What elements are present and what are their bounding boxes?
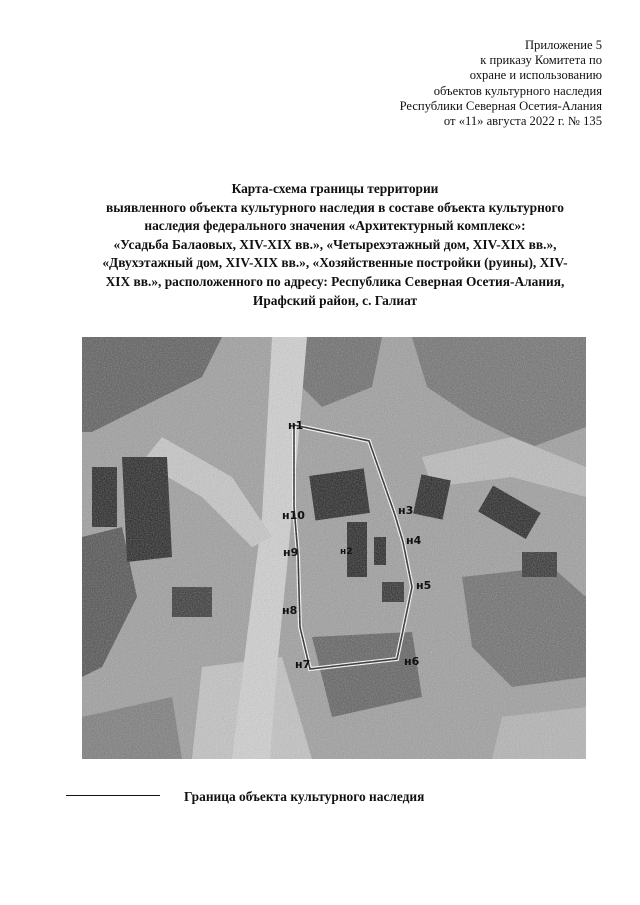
point-label-n3: н3 xyxy=(398,504,414,517)
document-title xyxy=(60,180,610,310)
appendix-line: от «11» августа 2022 г. № 135 xyxy=(443,114,602,129)
appendix-line: к приказу Комитета по xyxy=(480,53,602,68)
map-grain xyxy=(82,337,586,759)
satellite-map xyxy=(82,337,586,759)
appendix-line: охране и использованию xyxy=(469,68,602,83)
point-label-n1: н1 xyxy=(288,419,304,432)
title-line: выявленного объекта культурного наследия в составе объекта культурного xyxy=(106,199,564,215)
title-line: наследия федерального значения «Архитектурный комплекс»: xyxy=(144,218,526,234)
point-label-n10: н10 xyxy=(282,509,305,522)
title-line: «Двухэтажный дом, XIV-XIX вв.», «Хозяйственные постройки (руины), XIV- xyxy=(102,255,568,271)
title-line: XIX вв.», расположенного по адресу: Республика Северная Осетия-Алания, xyxy=(105,273,565,289)
appendix-line: Республики Северная Осетия-Алания xyxy=(399,98,602,113)
title-line: «Усадьба Балаовых, XIV-XIX вв.», «Четырехэтажный дом, XIV-XIX вв.», xyxy=(113,236,557,252)
point-label-n7: н7 xyxy=(295,658,311,671)
legend-boundary-line xyxy=(66,795,160,796)
title-line: Карта-схема границы территории xyxy=(231,181,439,196)
point-label-n6: н6 xyxy=(404,655,420,668)
appendix-header xyxy=(302,38,602,129)
title-line: Ирафский район, с. Галиат xyxy=(252,292,418,308)
point-label-n8: н8 xyxy=(282,604,298,617)
point-label-n4: н4 xyxy=(406,534,422,547)
appendix-line: объектов культурного наследия xyxy=(433,83,602,98)
point-label-n5: н5 xyxy=(416,579,432,592)
appendix-line: Приложение 5 xyxy=(524,38,602,52)
point-label-n2: н2 xyxy=(340,547,353,557)
point-label-n9: н9 xyxy=(283,546,299,559)
map-canvas xyxy=(82,337,586,759)
legend-boundary-label: Граница объекта культурного наследия xyxy=(184,789,425,804)
